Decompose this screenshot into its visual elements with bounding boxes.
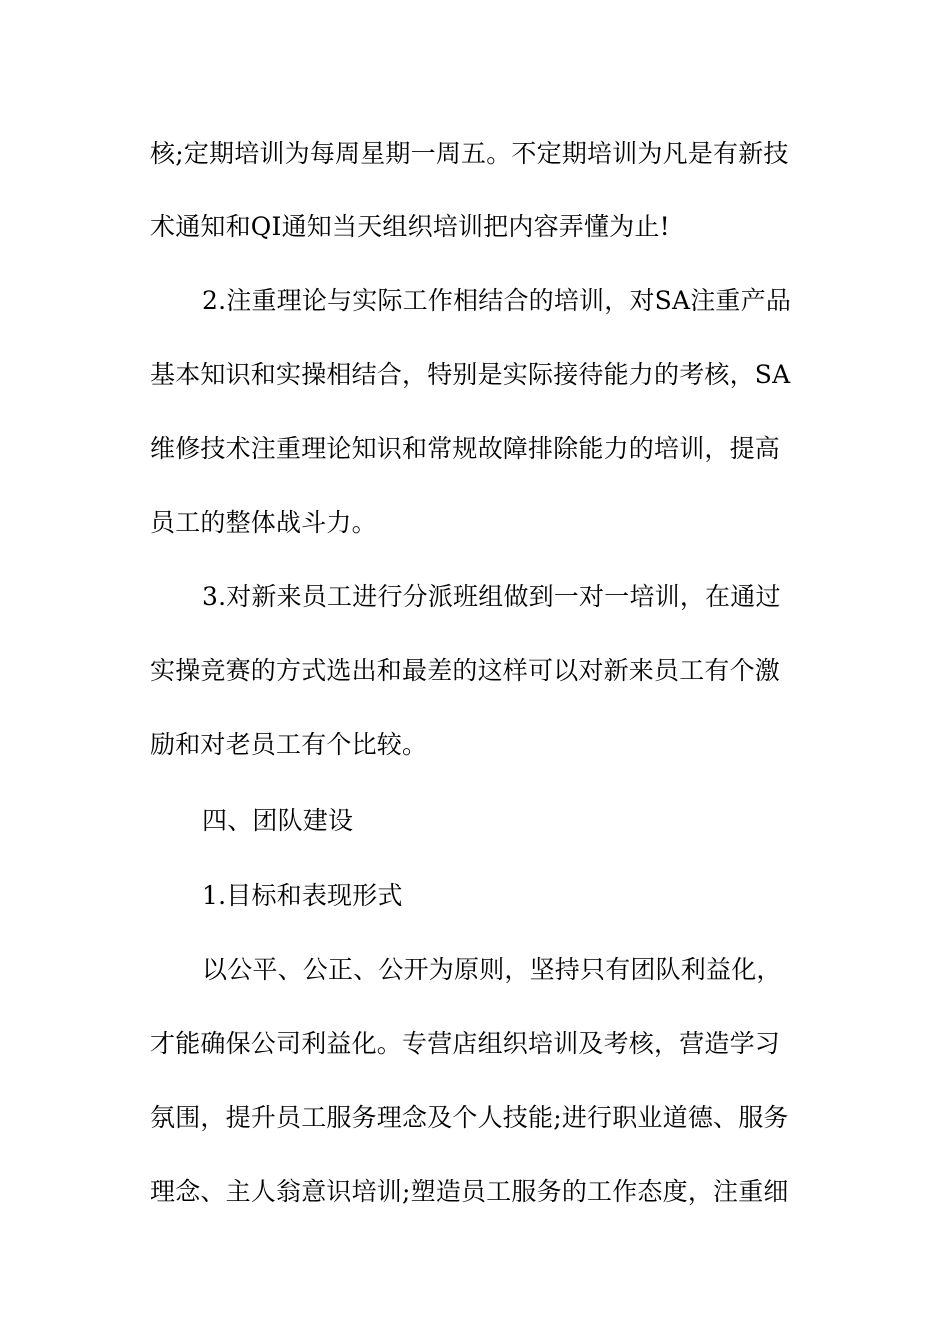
text-line: 维修技术注重理论知识和常规故障排除能力的培训，提高	[150, 434, 781, 463]
paragraph-start: 2.注重理论与实际工作相结合的培训，对SA注重产品	[202, 286, 792, 315]
text-line: 术通知和QI通知当天组织培训把内容弄懂为止!	[150, 212, 670, 241]
text-line: 实操竞赛的方式选出和最差的这样可以对新来员工有个激	[150, 656, 781, 685]
text-line: 基本知识和实操相结合，特别是实际接待能力的考核，SA	[150, 360, 791, 389]
paragraph-start: 3.对新来员工进行分派班组做到一对一培训，在通过	[202, 582, 781, 611]
text-line: 才能确保公司利益化。专营店组织培训及考核，营造学习	[150, 1029, 781, 1058]
text-line: 员工的整体战斗力。	[150, 508, 377, 537]
subsection-heading: 1.目标和表现形式	[202, 881, 403, 910]
text-line: 氛围，提升员工服务理念及个人技能;进行职业道德、服务	[150, 1103, 789, 1132]
text-line: 理念、主人翁意识培训;塑造员工服务的工作态度，注重细	[150, 1177, 789, 1206]
paragraph-start: 以公平、公正、公开为原则，坚持只有团队利益化，	[202, 955, 782, 984]
text-line: 励和对老员工有个比较。	[150, 730, 428, 759]
section-heading: 四、团队建设	[202, 806, 354, 835]
text-line: 核;定期培训为每周星期一周五。不定期培训为凡是有新技	[150, 139, 789, 168]
